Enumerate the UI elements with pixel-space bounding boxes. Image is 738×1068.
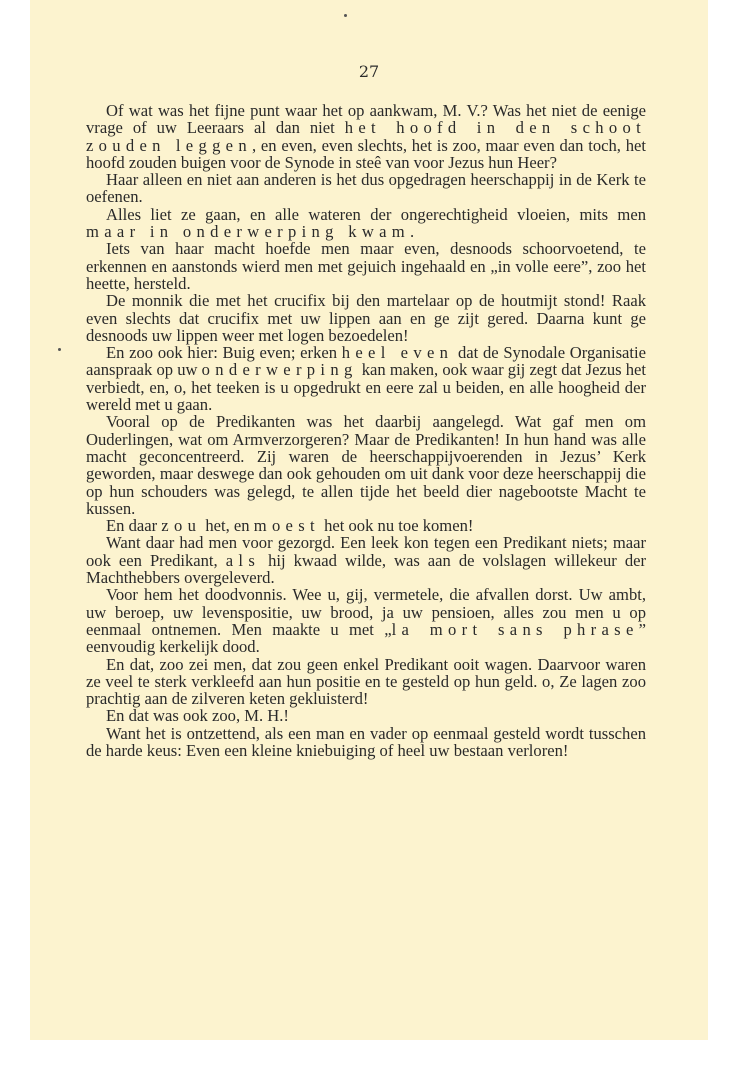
spaced-emphasis: het hoofd in den schoot zouden leggen (86, 118, 646, 155)
paragraph (86, 725, 646, 760)
spaced-emphasis: heel even (341, 343, 454, 363)
spaced-emphasis: maar in onderwerping kwam (86, 222, 411, 242)
text-run: het ook nu toe komen! (319, 516, 474, 536)
paragraph (86, 517, 646, 534)
text-run: dat de Synodale Organisatie aanspraak op uw (86, 343, 646, 380)
paragraph (86, 586, 646, 655)
spaced-emphasis: la mort sans phrase (391, 619, 639, 639)
text-run: Voor hem het doodvonnis. Wee u, gij, vermetele, die afvallen dorst. Uw ambt, uw beroep, uw levenspositie, uw brood, ja uw pensioen, alles zou men u op eenmaal ontnemen. Men maakte u met „ (86, 585, 646, 639)
spaced-emphasis: zou (161, 516, 202, 536)
text-run: En dat, zoo zei men, dat zou geen enkel Predikant ooit wagen. Daarvoor waren ze veel te sterk verkleefd aan hun positie en te gesteld op hun geld. o, Ze lagen zoo prachtig aan de zilveren keten gekluisterd! (86, 654, 646, 709)
spaced-emphasis: moest (253, 516, 320, 536)
print-speck-top (344, 14, 347, 17)
text-run: het, en (201, 516, 254, 536)
paragraph (86, 171, 646, 206)
paragraph (86, 344, 646, 413)
book-page (30, 0, 708, 1040)
text-run: En daar (106, 516, 162, 536)
page-number: 27 (358, 62, 380, 81)
text-run: , en even, even slechts, het is zoo, maar even dan toch, het hoofd zouden buigen voor de Synode in steê van voor Jezus hun Heer? (86, 135, 646, 172)
spaced-emphasis: als (225, 550, 261, 570)
text-run: hij kwaad wilde, was aan de volslagen willekeur der Machthebbers overgeleverd. (86, 550, 647, 588)
text-run: ” eenvoudig kerkelijk dood. (86, 619, 647, 657)
paragraph (86, 656, 646, 708)
text-run: kan maken, ook waar gij zegt dat Jezus het verbiedt, en, o, het teeken is u opgedrukt en eere zal u beiden, en alle hoogheid der wereld met u gaan. (86, 360, 647, 415)
spaced-emphasis: onderwerping (201, 360, 358, 380)
paragraph (86, 292, 646, 344)
text-run: Alles liet ze gaan, en alle wateren der ongerechtigheid vloeien, mits men (106, 204, 646, 224)
paragraph (86, 240, 646, 292)
paragraph (86, 206, 646, 241)
text-run: Vooral op de Predikanten was het daarbij aangelegd. Wat gaf men om Ouderlingen, wat om Armverzorgeren? Maar de Predikanten! In hun hand was alle macht geconcentreerd. Zij waren de heerschappijvoerenden in Jezus’ Kerk geworden, maar deswege dan ook gehouden om uit dank voor deze heerschappij die op hun schouders was gelegd, te allen tijde het beeld dier nagebootste Macht te kussen. (86, 412, 646, 518)
text-run: En dat was ook zoo, M. H.! (106, 706, 289, 726)
text-run: Want daar had men voor gezorgd. Een leek kon tegen een Predikant niets; maar ook een Predikant, (86, 533, 646, 570)
paragraph (86, 707, 646, 724)
text-run: Haar alleen en niet aan anderen is het dus opgedragen heerschappij in de Kerk te oefenen. (86, 170, 646, 207)
text-run: Iets van haar macht hoefde men maar even, desnoods schoorvoetend, te erkennen en aanstonds wierd men met gejuich ingehaald en „in volle eere”, zoo het heette, hersteld. (86, 239, 646, 293)
paragraph (86, 413, 646, 517)
text-run: Of wat was het fijne punt waar het op aankwam, M. V.? Was het niet de eenige vrage of uw Leeraars al dan niet (86, 101, 646, 138)
paragraph (86, 534, 646, 586)
text-run: En zoo ook hier: Buig even; erken (106, 343, 342, 363)
text-run: De monnik die met het crucifix bij den martelaar op de houtmijt stond! Raak even slechts dat crucifix met uw lippen aan en ge zijt gered. Daarna kunt ge desnoods uw lippen weer met logen bezoedelen! (86, 291, 646, 345)
text-run: . (410, 222, 415, 242)
print-speck-margin (58, 348, 61, 351)
body-text (86, 102, 646, 759)
text-run: Want het is ontzettend, als een man en vader op eenmaal gesteld wordt tusschen de harde keus: Even een kleine kniebuiging of heel uw bestaan verloren! (86, 723, 646, 760)
paragraph (86, 102, 646, 171)
